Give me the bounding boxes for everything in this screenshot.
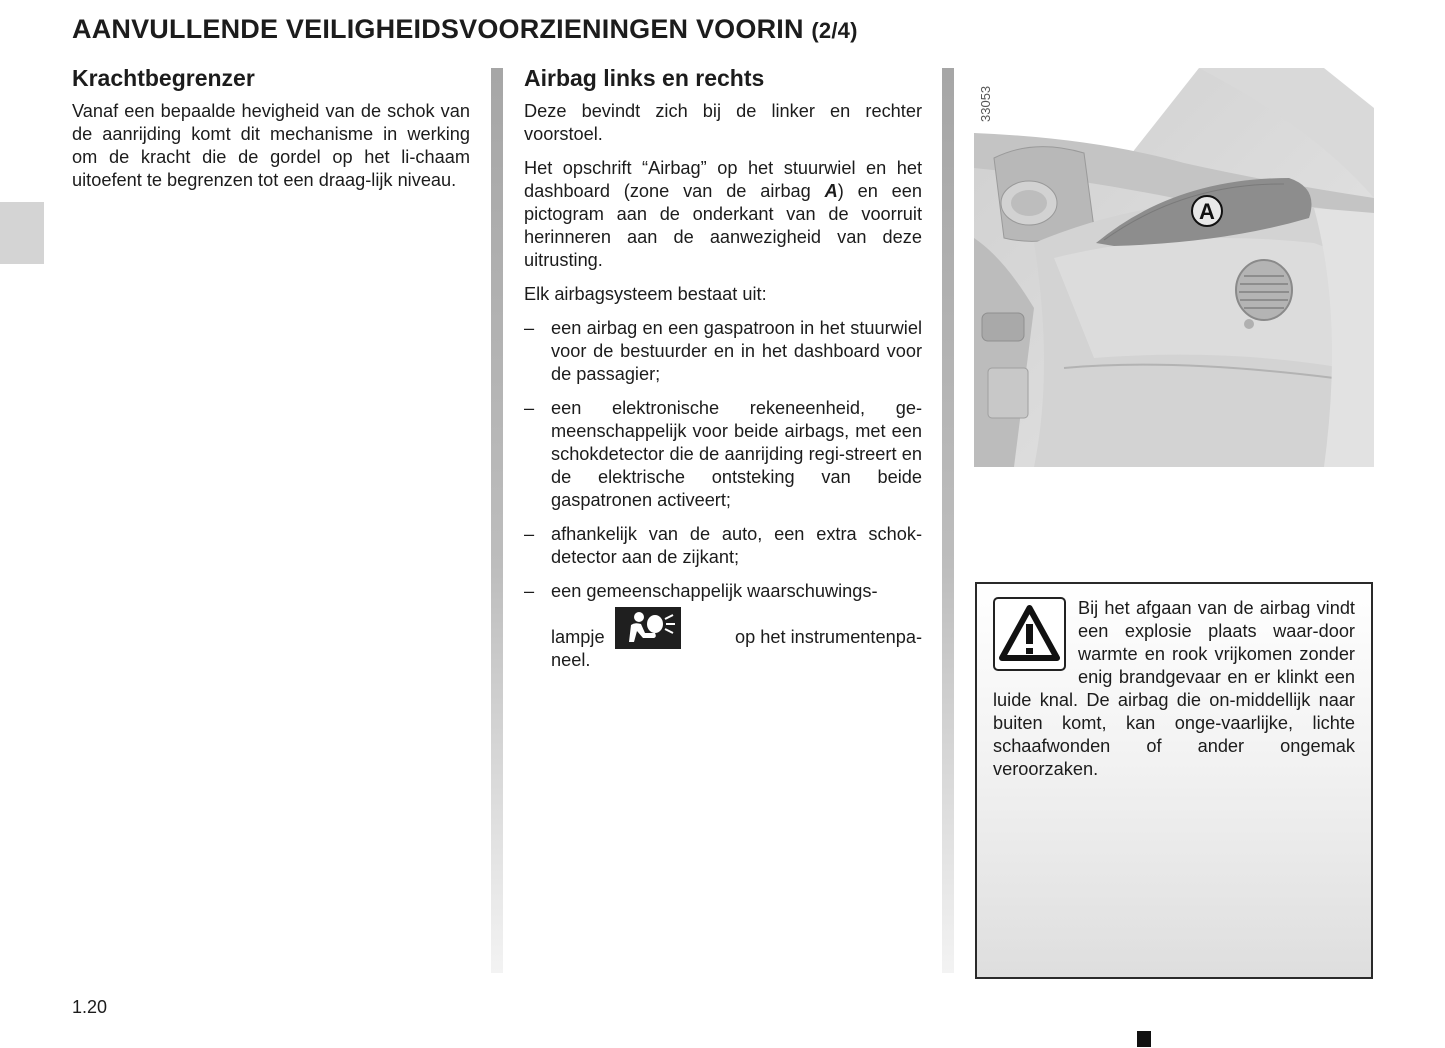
list-item xyxy=(524,317,922,386)
list-item-text: een elektronische rekeneenheid, ge-meenschappelijk voor beide airbags, met een schokdetector die de aanrijding regi-streert en de elektrische ontsteking van beide gaspatronen activeert; xyxy=(551,398,922,510)
airbag-location-paragraph: Deze bevindt zich bij de linker en rechter voorstoel. xyxy=(524,101,922,144)
page-title-suffix: (2/4) xyxy=(811,18,858,43)
page-number: 1.20 xyxy=(72,997,108,1017)
airbag-label-paragraph xyxy=(524,157,922,272)
krachtbegrenzer-paragraph: Vanaf een bepaalde hevigheid van de schok van de aanrijding komt dit mechanisme in werking om de kracht die de gordel op het li-chaam uitoefent te begrenzen tot een draag-lijk niveau. xyxy=(72,101,470,190)
warning-box xyxy=(975,582,1373,979)
list-item xyxy=(524,523,922,569)
list-item-text: neel. xyxy=(551,650,591,670)
bullet-dash: – xyxy=(524,318,535,338)
section-tab-marker xyxy=(0,202,44,264)
dashboard-airbag-illustration xyxy=(974,68,1374,467)
airbag-system-intro: Elk airbagsysteem bestaat uit: xyxy=(524,284,767,304)
warning-text: Bij het afgaan van de airbag vindt een explosie plaats waar-door warmte en rook vrijkomen zonder enig brandgevaar en er klinkt een luide knal. De airbag die on-middellijk naar buiten komt, kan onge-vaarlijke, lichte schaafwonden of ander ongemak veroorzaken. xyxy=(993,598,1355,779)
end-of-section-marker xyxy=(1137,1031,1151,1047)
page-title-text: AANVULLENDE VEILIGHEIDSVOORZIENINGEN VOORIN xyxy=(72,14,804,44)
text-span: Het opschrift “Airbag” op het stuurwiel en het dashboard (zone van de airbag xyxy=(524,158,922,201)
list-item xyxy=(524,397,922,512)
bullet-dash: – xyxy=(524,524,535,544)
list-item-text: een gemeenschappelijk waarschuwings- xyxy=(551,581,878,601)
list-item xyxy=(524,580,922,672)
section-heading-krachtbegrenzer: Krachtbegrenzer xyxy=(72,65,255,91)
column-divider xyxy=(942,68,954,973)
bullet-dash: – xyxy=(524,581,535,601)
list-item-text: een airbag en een gaspatroon in het stuurwiel voor de bestuurder en in het dashboard voor de passagier; xyxy=(551,318,922,384)
lamp-after-text: op het instrumentenpa- xyxy=(734,627,922,647)
list-item-text: afhankelijk van de auto, een extra schok-detector aan de zijkant; xyxy=(551,524,922,567)
airbag-components-list xyxy=(524,317,922,672)
lamp-before-text: lampje xyxy=(551,627,605,647)
zone-label-a: A xyxy=(824,181,838,201)
page-title xyxy=(72,14,858,45)
warning-triangle-icon xyxy=(993,597,1066,671)
figure-reference-code: 33053 xyxy=(978,85,993,122)
section-heading-airbag: Airbag links en rechts xyxy=(524,65,765,91)
column-divider xyxy=(491,68,503,973)
middle-column xyxy=(524,66,922,683)
figure-label-a: A xyxy=(1199,199,1215,224)
lamp-line xyxy=(551,607,922,649)
text-span: ) en een pictogram aan de onderkant van de voorruit herinneren aan de aanwezigheid van deze uitrusting. xyxy=(524,181,922,270)
left-column xyxy=(72,66,470,203)
bullet-dash: – xyxy=(524,398,535,418)
airbag-warning-lamp-icon xyxy=(615,607,681,649)
